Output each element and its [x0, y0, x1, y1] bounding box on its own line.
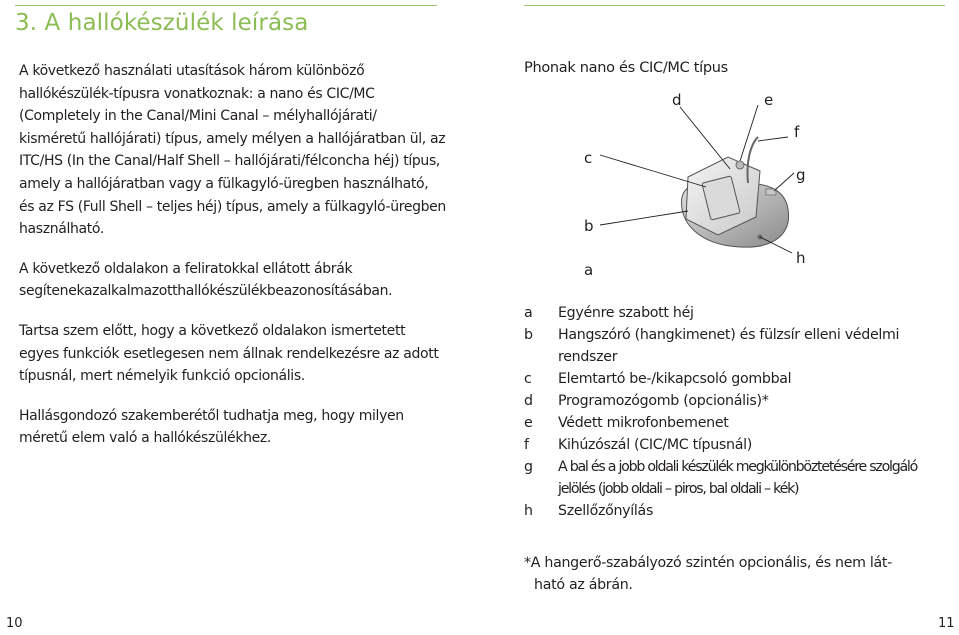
intro-paragraph-1: A következő használati utasítások három különböző hallókészülék-típusra vonatkoznak: a nano és CIC/MC (Completely in the Canal/Mini Canal – mélyhallójárati/ kisméretű hallójárati) típus, amely mélyen a hallójáratban ül, az ITC/HS (In the Canal/Half Shell – hallójárati/félconcha héj) típus, amely a hallójáratban vagy a fülkagyló-üregben használható, és az FS (Full Shell – teljes héj) típus, amely a fülkagyló-üregben használható. [19, 63, 446, 238]
label-c: c [584, 149, 593, 167]
legend-text: Elemtartó be-/kikapcsoló gombbal [558, 371, 792, 387]
footnote [524, 552, 944, 596]
footnote-line-1: *A hangerő-szabályozó szintén opcionális, és nem lát- [524, 555, 892, 571]
side-marking [766, 189, 776, 195]
intro-paragraph-3: Tartsa szem előtt, hogy a következő oldalakon ismertetett egyes funkciók esetlegesen nem állnak rendelkezésre az adott típusnál, mert némelyik funkció opcionális. [19, 322, 439, 385]
legend-item [524, 412, 949, 434]
parts-legend [524, 302, 949, 522]
legend-item [524, 390, 949, 412]
label-f: f [794, 123, 800, 141]
legend-item [524, 434, 949, 456]
leader-line-f [758, 137, 788, 141]
leader-line-c [600, 155, 706, 187]
intro-text [19, 60, 447, 467]
legend-key: b [524, 327, 533, 343]
legend-text: Védett mikrofonbemenet [558, 415, 729, 431]
diagram-title: Phonak nano és CIC/MC típus [524, 60, 728, 76]
label-g: g [796, 166, 806, 184]
legend-key: c [524, 371, 532, 387]
legend-item [524, 302, 949, 324]
legend-item [524, 324, 949, 368]
leader-line-b [600, 211, 688, 225]
legend-item [524, 368, 949, 390]
legend-item [524, 500, 949, 522]
legend-text: Szellőzőnyílás [558, 503, 654, 519]
legend-key: h [524, 503, 533, 519]
label-b: b [584, 217, 594, 235]
legend-key: d [524, 393, 533, 409]
legend-key: f [524, 437, 529, 453]
legend-text: Kihúzószál (CIC/MC típusnál) [558, 437, 752, 453]
leader-line-g [774, 173, 794, 191]
legend-text: Hangszóró (hangkimenet) és fülzsír elleni védelmi rendszer [558, 327, 900, 365]
page-number-right: 11 [938, 616, 955, 631]
footnote-line-2: ható az ábrán. [534, 577, 633, 593]
label-a: a [584, 261, 594, 279]
legend-item [524, 456, 949, 500]
legend-key: a [524, 305, 533, 321]
legend-key: g [524, 459, 533, 475]
hearing-aid-diagram [560, 85, 850, 285]
page-number-left: 10 [6, 616, 23, 631]
intro-paragraph-2: A következő oldalakon a feliratokkal ellátott ábrák segítenekazalkalmazotthallókészülékbeazonosításában. [19, 260, 393, 300]
legend-key: e [524, 415, 533, 431]
legend-text: Egyénre szabott héj [558, 305, 694, 321]
legend-text: A bal és a jobb oldali készülék megkülönböztetésére szolgáló jelölés (jobb oldali – piros, bal oldali – kék) [558, 459, 918, 497]
microphone-inlet [736, 161, 744, 169]
label-d: d [672, 91, 682, 109]
header-rule-right [524, 5, 945, 6]
page-title: 3. A hallókészülék leírása [15, 10, 309, 36]
intro-paragraph-4: Hallásgondozó szakemberétől tudhatja meg, hogy milyen méretű elem való a hallókészülékhez. [19, 407, 404, 447]
label-h: h [796, 249, 806, 267]
legend-text: Programozógomb (opcionális)* [558, 393, 769, 409]
label-e: e [764, 91, 774, 109]
leader-line-d [680, 107, 730, 169]
header-rule-left [15, 5, 437, 6]
